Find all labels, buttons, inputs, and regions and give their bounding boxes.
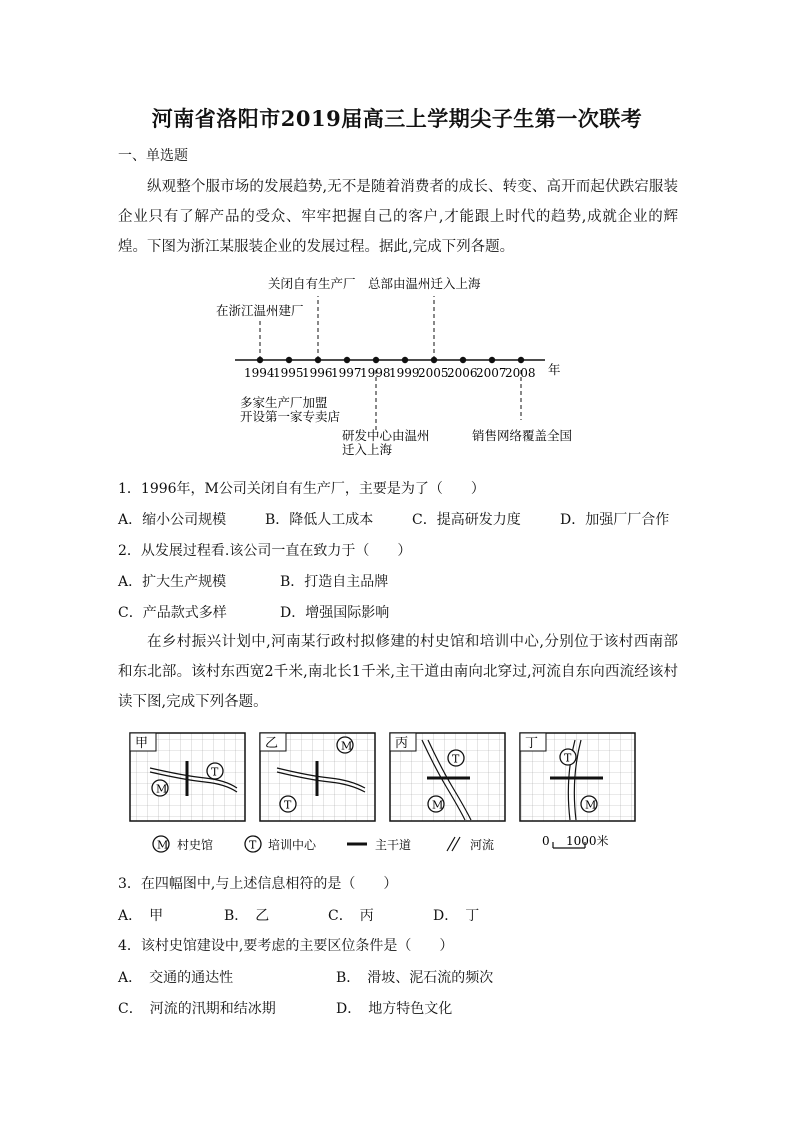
timeline-figure	[210, 270, 580, 460]
passage-2: 在乡村振兴计划中,河南某行政村拟修建的村史馆和培训中心,分别位于该村西南部和东北部。该村东西宽2千米,南北长1千米,主干道由南向北穿过,河流自东向西流经该村读下图,完成下列各题。	[118, 634, 678, 710]
legend-training-center: 培训中心	[268, 838, 317, 852]
map-panel-yi	[260, 733, 375, 821]
legend-village-museum: 村史馆	[177, 838, 214, 852]
yi-t: T	[284, 798, 292, 812]
q4-option-d[interactable]: D． 地方特色文化	[336, 1001, 453, 1017]
event-build-factory: 在浙江温州建厂	[216, 303, 304, 318]
panel-label-bing: 丙	[395, 736, 409, 751]
q1-option-b[interactable]: B．降低人工成本	[265, 512, 374, 528]
jia-t: T	[211, 765, 219, 779]
scale-label: 1000米	[566, 834, 609, 848]
map-panel-bing	[390, 733, 505, 821]
timeline-year-2007: 2007	[476, 366, 507, 380]
question-1: 1．1996年，M公司关闭自有生产厂，主要是为了（ ）	[118, 481, 485, 497]
q2-option-c[interactable]: C．产品款式多样	[118, 605, 227, 621]
q4-option-c[interactable]: C． 河流的汛期和结冰期	[118, 1001, 276, 1017]
timeline-dot-1999	[402, 357, 408, 363]
q3-option-c[interactable]: C． 丙	[328, 908, 374, 924]
timeline-dot-2008	[518, 357, 524, 363]
timeline-year-1999: 1999	[389, 366, 420, 380]
maps-figure	[125, 728, 640, 860]
timeline-dot-2006	[460, 357, 466, 363]
timeline-unit: 年	[548, 362, 561, 377]
event-close-factory: 关闭自有生产厂	[268, 276, 356, 291]
legend-m-symbol: M	[157, 838, 169, 852]
q2-option-b[interactable]: B．打造自主品牌	[280, 574, 389, 590]
q1-option-c[interactable]: C．提高研发力度	[412, 512, 521, 528]
legend-t-symbol: T	[249, 838, 257, 852]
timeline-year-2006: 2006	[447, 366, 478, 380]
ding-m: M	[585, 798, 597, 812]
q3-option-d[interactable]: D． 丁	[433, 908, 480, 924]
timeline-dot-1997	[344, 357, 350, 363]
map-legend	[153, 833, 609, 852]
q2-option-d[interactable]: D．增强国际影响	[280, 605, 390, 621]
event-rd-move-1: 研发中心由温州	[342, 428, 430, 443]
event-first-store: 开设第一家专卖店	[240, 409, 341, 424]
timeline-year-2008: 2008	[505, 366, 536, 380]
panel-label-jia: 甲	[135, 736, 149, 751]
panel-label-yi: 乙	[265, 736, 279, 751]
event-sales-network: 销售网络覆盖全国	[472, 428, 573, 443]
scale-zero: 0	[542, 834, 550, 848]
timeline-year-2005: 2005	[418, 366, 449, 380]
q4-option-a[interactable]: A． 交通的通达性	[118, 970, 234, 986]
bing-m: M	[432, 798, 444, 812]
map-panel-jia	[130, 733, 245, 821]
question-2: 2．从发展过程看.该公司一直在致力于（ ）	[118, 543, 412, 559]
q1-option-d[interactable]: D．加强厂厂合作	[560, 512, 670, 528]
passage-1: 纵观整个服市场的发展趋势,无不是随着消费者的成长、转变、高开而起伏跌宕服装企业只有了解产品的受众、牢牢把握自己的客户,才能跟上时代的趋势,成就企业的辉煌。下图为浙江某服装企业的发展过程。据此,完成下列各题。	[118, 179, 678, 255]
q4-option-b[interactable]: B． 滑坡、泥石流的频次	[336, 970, 494, 986]
panel-label-ding: 丁	[525, 736, 539, 751]
timeline-year-1994: 1994	[244, 366, 275, 380]
q1-option-a[interactable]: A．缩小公司规模	[118, 512, 227, 528]
map-panel-ding	[520, 733, 635, 821]
question-3: 3．在四幅图中,与上述信息相符的是（ ）	[118, 876, 398, 892]
q3-option-a[interactable]: A． 甲	[118, 908, 164, 924]
timeline-dot-1998	[373, 357, 379, 363]
timeline-year-1995: 1995	[273, 366, 304, 380]
page-title: 河南省洛阳市2019届高三上学期尖子生第一次联考	[151, 106, 643, 131]
event-franchise: 多家生产厂加盟	[240, 395, 328, 410]
section-heading: 一、单选题	[118, 148, 188, 164]
timeline-year-1998: 1998	[360, 366, 391, 380]
ding-t: T	[564, 751, 572, 765]
legend-main-road: 主干道	[375, 838, 412, 852]
yi-m: M	[341, 739, 353, 753]
timeline-year-1997: 1997	[331, 366, 362, 380]
event-hq-move: 总部由温州迁入上海	[368, 276, 481, 291]
timeline-dot-2007	[489, 357, 495, 363]
timeline-dot-1995	[286, 357, 292, 363]
event-rd-move-2: 迁入上海	[342, 442, 393, 457]
q2-option-a[interactable]: A．扩大生产规模	[118, 574, 227, 590]
question-4: 4．该村史馆建设中,要考虑的主要区位条件是（ ）	[118, 938, 454, 954]
q3-option-b[interactable]: B． 乙	[224, 908, 270, 924]
legend-river: 河流	[470, 838, 495, 852]
bing-t: T	[452, 752, 460, 766]
jia-m: M	[156, 782, 168, 796]
timeline-year-1996: 1996	[302, 366, 333, 380]
